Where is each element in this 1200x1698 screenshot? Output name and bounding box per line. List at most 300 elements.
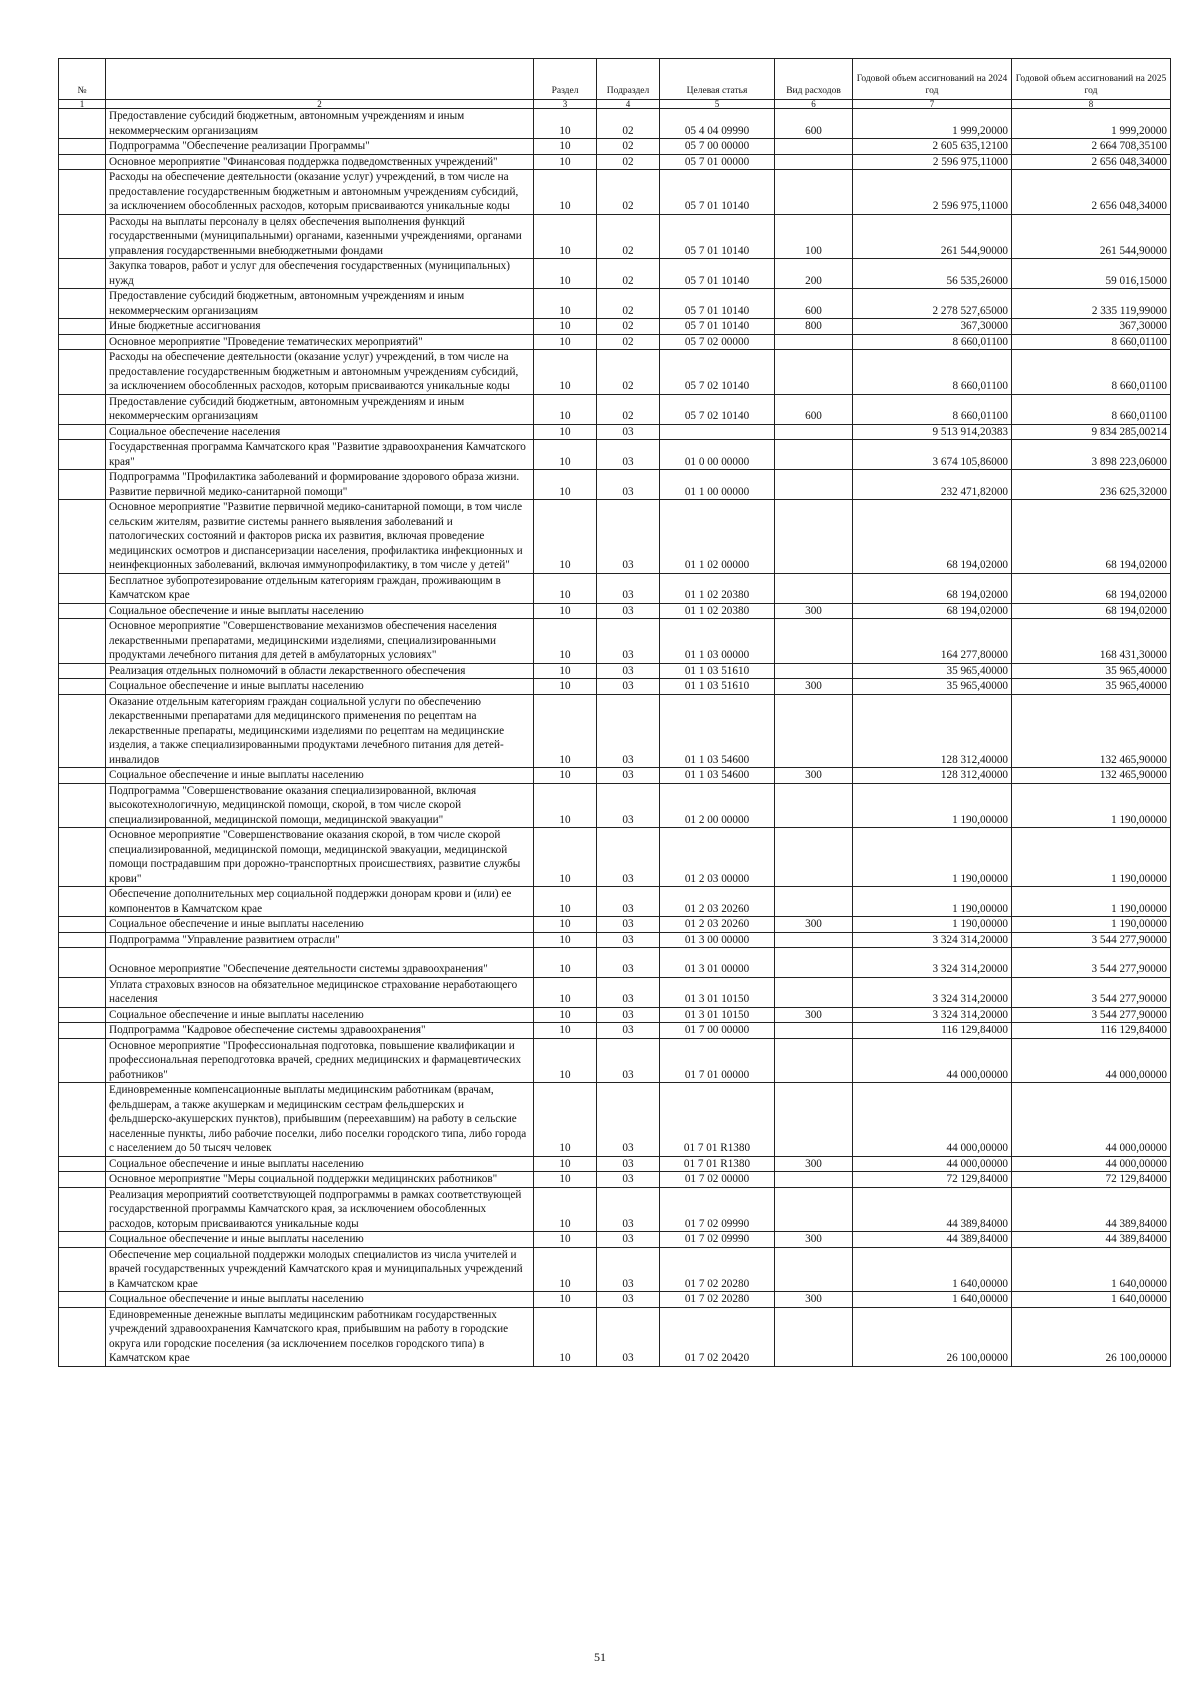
target-article-cell: 05 7 02 10140 [660,350,775,395]
amount-2024-cell: 1 190,00000 [853,828,1012,887]
subsection-cell: 02 [597,289,660,319]
section-cell: 10 [534,350,597,395]
section-cell: 10 [534,1083,597,1157]
amount-2025-cell: 367,30000 [1012,319,1171,335]
expense-type-cell [775,1187,853,1232]
table-row [59,932,1171,948]
amount-2024-cell: 1 190,00000 [853,887,1012,917]
expense-type-cell: 300 [775,917,853,933]
subsection-cell: 03 [597,1307,660,1366]
section-cell: 10 [534,917,597,933]
subsection-cell: 03 [597,470,660,500]
target-article-cell [660,424,775,440]
item-name-cell: Расходы на выплаты персоналу в целях обеспечения выполнения функций государственными (муниципальными) органами, казенными учреждениями, органами управления государственными внебюджетными фондами [106,214,534,259]
item-name-cell: Социальное обеспечение и иные выплаты населению [106,603,534,619]
subsection-cell: 03 [597,500,660,574]
expense-type-cell [775,619,853,664]
table-row [59,694,1171,768]
amount-2024-cell: 2 596 975,11000 [853,170,1012,215]
section-cell: 10 [534,1156,597,1172]
expense-type-cell: 300 [775,768,853,784]
item-name-cell: Основное мероприятие "Совершенствование оказания скорой, в том числе скорой специализированной, медицинской помощи, медицинской эвакуации, медицинской помощи пострадавшим при дорожно-транспортных происшествиях, развитие службы крови" [106,828,534,887]
expense-type-cell [775,1247,853,1292]
target-article-cell: 01 7 02 00000 [660,1172,775,1188]
row-number-cell [59,139,106,155]
column-index: 1 [59,100,106,109]
table-row [59,170,1171,215]
target-article-cell: 01 1 03 51610 [660,679,775,695]
expense-type-cell [775,887,853,917]
item-name-cell: Социальное обеспечение и иные выплаты населению [106,917,534,933]
item-name-cell: Социальное обеспечение и иные выплаты населению [106,1292,534,1308]
table-row [59,289,1171,319]
expense-type-cell [775,783,853,828]
table-row [59,1247,1171,1292]
target-article-cell: 05 7 02 00000 [660,334,775,350]
table-row [59,1156,1171,1172]
subsection-cell: 03 [597,440,660,470]
item-name-cell: Основное мероприятие "Обеспечение деятельности системы здравоохранения" [106,948,534,978]
item-name-cell: Основное мероприятие "Финансовая поддержка подведомственных учреждений" [106,154,534,170]
amount-2025-cell: 8 660,01100 [1012,394,1171,424]
amount-2025-cell: 1 999,20000 [1012,109,1171,139]
item-name-cell: Основное мероприятие "Совершенствование механизмов обеспечения населения лекарственными препаратами, медицинскими изделиями, специализированными продуктами лечебного питания для детей в амбулаторных условиях" [106,619,534,664]
section-cell: 10 [534,977,597,1007]
subsection-cell: 02 [597,154,660,170]
table-row [59,1007,1171,1023]
section-cell: 10 [534,470,597,500]
target-article-cell: 01 7 02 09990 [660,1232,775,1248]
column-index-row [59,100,1171,109]
table-row [59,319,1171,335]
item-name-cell: Единовременные денежные выплаты медицинским работникам государственных учреждений здравоохранения Камчатского края, прибывшим на работу в городские округа или городские поселения (за исключением поселков городского типа) в Камчатском крае [106,1307,534,1366]
section-cell: 10 [534,1023,597,1039]
col-number-header: № [59,59,106,100]
target-article-cell: 01 3 01 10150 [660,977,775,1007]
amount-2024-cell: 44 389,84000 [853,1187,1012,1232]
target-article-cell: 01 7 01 00000 [660,1038,775,1083]
item-name-cell: Оказание отдельным категориям граждан социальной услуги по обеспечению лекарственными препаратами для медицинского применения по рецептам на лекарственные препараты, медицинскими изделиями по рецептам на медицинские изделия, а также специализированными продуктами лечебного питания для детей-инвалидов [106,694,534,768]
item-name-cell: Основное мероприятие "Меры социальной поддержки медицинских работников" [106,1172,534,1188]
row-number-cell [59,619,106,664]
expense-type-cell: 300 [775,1156,853,1172]
target-article-cell: 01 7 00 00000 [660,1023,775,1039]
subsection-cell: 03 [597,603,660,619]
subsection-cell: 03 [597,619,660,664]
subsection-cell: 02 [597,394,660,424]
row-number-cell [59,350,106,395]
expense-type-cell: 100 [775,214,853,259]
target-article-cell: 01 1 03 54600 [660,694,775,768]
target-article-cell: 01 2 00 00000 [660,783,775,828]
amount-2025-cell: 44 389,84000 [1012,1232,1171,1248]
table-row [59,424,1171,440]
table-row [59,1038,1171,1083]
section-cell: 10 [534,214,597,259]
amount-2025-cell: 3 544 277,90000 [1012,977,1171,1007]
amount-2024-cell: 44 000,00000 [853,1156,1012,1172]
expense-type-cell [775,1172,853,1188]
amount-2024-cell: 68 194,02000 [853,500,1012,574]
item-name-cell: Расходы на обеспечение деятельности (оказание услуг) учреждений, в том числе на предоставление государственным бюджетным и автономным учреждениям субсидий, за исключением обособленных расходов, которым присваиваются уникальные коды [106,350,534,395]
amount-2025-cell: 44 000,00000 [1012,1038,1171,1083]
row-number-cell [59,170,106,215]
column-index: 3 [534,100,597,109]
expense-type-cell [775,1023,853,1039]
row-number-cell [59,500,106,574]
row-number-cell [59,887,106,917]
item-name-cell: Реализация мероприятий соответствующей подпрограммы в рамках соответствующей государственной программы Камчатского края, за исключением обособленных расходов, которым присваиваются уникальные коды [106,1187,534,1232]
row-number-cell [59,259,106,289]
row-number-cell [59,1232,106,1248]
section-cell: 10 [534,1292,597,1308]
col-section-header: Раздел [534,59,597,100]
section-cell: 10 [534,679,597,695]
row-number-cell [59,109,106,139]
section-cell: 10 [534,139,597,155]
item-name-cell: Расходы на обеспечение деятельности (оказание услуг) учреждений, в том числе на предоставление государственным бюджетным и автономным учреждениям субсидий, за исключением обособленных расходов, которым присваиваются уникальные коды [106,170,534,215]
item-name-cell: Подпрограмма "Управление развитием отрасли" [106,932,534,948]
amount-2025-cell: 261 544,90000 [1012,214,1171,259]
item-name-cell: Основное мероприятие "Развитие первичной медико-санитарной помощи, в том числе сельским жителям, развитие системы раннего выявления заболеваний и патологических состояний и факторов риска их развития, включая проведение медицинских осмотров и диспансеризации населения, профилактика инфекционных и неинфекционных заболеваний, включая иммунопрофилактику, в том числе у детей" [106,500,534,574]
subsection-cell: 03 [597,977,660,1007]
amount-2025-cell: 68 194,02000 [1012,603,1171,619]
amount-2025-cell: 1 190,00000 [1012,887,1171,917]
section-cell: 10 [534,603,597,619]
section-cell: 10 [534,948,597,978]
amount-2024-cell: 2 605 635,12100 [853,139,1012,155]
column-index: 4 [597,100,660,109]
table-row [59,109,1171,139]
row-number-cell [59,828,106,887]
row-number-cell [59,440,106,470]
table-row [59,154,1171,170]
table-row [59,783,1171,828]
section-cell: 10 [534,1247,597,1292]
amount-2025-cell: 9 834 285,00214 [1012,424,1171,440]
table-body [59,109,1171,1367]
expense-type-cell [775,424,853,440]
item-name-cell: Социальное обеспечение и иные выплаты населению [106,768,534,784]
target-article-cell: 05 7 01 10140 [660,170,775,215]
table-row [59,948,1171,978]
item-name-cell: Государственная программа Камчатского края "Развитие здравоохранения Камчатского края" [106,440,534,470]
expense-type-cell [775,500,853,574]
expense-type-cell [775,139,853,155]
item-name-cell: Социальное обеспечение и иные выплаты населению [106,1156,534,1172]
row-number-cell [59,334,106,350]
page-number: 51 [594,1650,606,1664]
expense-type-cell: 300 [775,1232,853,1248]
table-row [59,259,1171,289]
amount-2024-cell: 44 389,84000 [853,1232,1012,1248]
expense-type-cell [775,932,853,948]
row-number-cell [59,783,106,828]
amount-2025-cell: 1 190,00000 [1012,828,1171,887]
target-article-cell: 05 7 01 10140 [660,214,775,259]
section-cell: 10 [534,932,597,948]
target-article-cell: 01 3 01 10150 [660,1007,775,1023]
amount-2025-cell: 68 194,02000 [1012,500,1171,574]
amount-2024-cell: 164 277,80000 [853,619,1012,664]
column-index: 5 [660,100,775,109]
expense-type-cell [775,170,853,215]
amount-2025-cell: 35 965,40000 [1012,663,1171,679]
target-article-cell: 01 2 03 20260 [660,917,775,933]
subsection-cell: 02 [597,170,660,215]
amount-2024-cell: 2 596 975,11000 [853,154,1012,170]
column-index: 7 [853,100,1012,109]
row-number-cell [59,1038,106,1083]
budget-table [58,58,1171,1367]
amount-2024-cell: 8 660,01100 [853,394,1012,424]
table-row [59,1187,1171,1232]
amount-2024-cell: 367,30000 [853,319,1012,335]
row-number-cell [59,1247,106,1292]
subsection-cell: 03 [597,1083,660,1157]
table-row [59,887,1171,917]
item-name-cell: Основное мероприятие "Проведение тематических мероприятий" [106,334,534,350]
section-cell: 10 [534,694,597,768]
item-name-cell: Подпрограмма "Обеспечение реализации Программы" [106,139,534,155]
col-target-header: Целевая статья [660,59,775,100]
table-row [59,350,1171,395]
section-cell: 10 [534,259,597,289]
amount-2024-cell: 9 513 914,20383 [853,424,1012,440]
table-header-row [59,59,1171,100]
section-cell: 10 [534,573,597,603]
subsection-cell: 03 [597,573,660,603]
section-cell: 10 [534,289,597,319]
target-article-cell: 01 0 00 00000 [660,440,775,470]
target-article-cell: 01 7 02 20280 [660,1292,775,1308]
item-name-cell: Основное мероприятие "Профессиональная подготовка, повышение квалификации и профессиональная переподготовка врачей, средних медицинских и фармацевтических работников" [106,1038,534,1083]
target-article-cell: 05 7 01 00000 [660,154,775,170]
col-type-header: Вид расходов [775,59,853,100]
amount-2025-cell: 3 544 277,90000 [1012,1007,1171,1023]
amount-2024-cell: 1 999,20000 [853,109,1012,139]
expense-type-cell [775,334,853,350]
amount-2025-cell: 2 664 708,35100 [1012,139,1171,155]
row-number-cell [59,948,106,978]
amount-2025-cell: 68 194,02000 [1012,573,1171,603]
amount-2024-cell: 72 129,84000 [853,1172,1012,1188]
row-number-cell [59,1292,106,1308]
amount-2024-cell: 68 194,02000 [853,603,1012,619]
amount-2024-cell: 44 000,00000 [853,1038,1012,1083]
item-name-cell: Единовременные компенсационные выплаты медицинским работникам (врачам, фельдшерам, а также акушеркам и медицинским сестрам фельдшерских и фельдшерско-акушерских пунктов), прибывшим (переехавшим) на работу в сельские населенные пункты, либо рабочие поселки, либо поселки городского типа, либо города с населением до 50 тысяч человек [106,1083,534,1157]
row-number-cell [59,1083,106,1157]
amount-2025-cell: 2 656 048,34000 [1012,170,1171,215]
table-row [59,768,1171,784]
section-cell: 10 [534,663,597,679]
row-number-cell [59,319,106,335]
expense-type-cell [775,1038,853,1083]
section-cell: 10 [534,1307,597,1366]
subsection-cell: 03 [597,1172,660,1188]
target-article-cell: 01 1 00 00000 [660,470,775,500]
target-article-cell: 01 1 02 20380 [660,603,775,619]
amount-2025-cell: 2 335 119,99000 [1012,289,1171,319]
row-number-cell [59,932,106,948]
item-name-cell: Бесплатное зубопротезирование отдельным категориям граждан, проживающим в Камчатском крае [106,573,534,603]
table-row [59,977,1171,1007]
item-name-cell: Социальное обеспечение и иные выплаты населению [106,1007,534,1023]
target-article-cell: 05 7 00 00000 [660,139,775,155]
row-number-cell [59,470,106,500]
row-number-cell [59,679,106,695]
amount-2024-cell: 128 312,40000 [853,694,1012,768]
amount-2024-cell: 26 100,00000 [853,1307,1012,1366]
subsection-cell: 03 [597,932,660,948]
amount-2024-cell: 1 640,00000 [853,1247,1012,1292]
item-name-cell: Социальное обеспечение и иные выплаты населению [106,1232,534,1248]
table-row [59,828,1171,887]
amount-2025-cell: 2 656 048,34000 [1012,154,1171,170]
table-row [59,619,1171,664]
table-row [59,663,1171,679]
target-article-cell: 05 7 01 10140 [660,319,775,335]
amount-2024-cell: 56 535,26000 [853,259,1012,289]
subsection-cell: 03 [597,663,660,679]
target-article-cell: 01 3 00 00000 [660,932,775,948]
table-row [59,440,1171,470]
item-name-cell: Предоставление субсидий бюджетным, автономным учреждениям и иным некоммерческим организациям [106,109,534,139]
amount-2024-cell: 1 190,00000 [853,783,1012,828]
table-row [59,1292,1171,1308]
amount-2024-cell: 3 674 105,86000 [853,440,1012,470]
row-number-cell [59,394,106,424]
row-number-cell [59,573,106,603]
table-row [59,1232,1171,1248]
section-cell: 10 [534,424,597,440]
amount-2025-cell: 236 625,32000 [1012,470,1171,500]
table-row [59,214,1171,259]
target-article-cell: 01 7 02 20280 [660,1247,775,1292]
amount-2025-cell: 72 129,84000 [1012,1172,1171,1188]
table-row [59,1023,1171,1039]
item-name-cell: Подпрограмма "Профилактика заболеваний и формирование здорового образа жизни. Развитие первичной медико-санитарной помощи" [106,470,534,500]
section-cell: 10 [534,440,597,470]
amount-2024-cell: 44 000,00000 [853,1083,1012,1157]
expense-type-cell: 600 [775,394,853,424]
target-article-cell: 01 7 02 09990 [660,1187,775,1232]
amount-2025-cell: 44 000,00000 [1012,1156,1171,1172]
amount-2025-cell: 3 898 223,06000 [1012,440,1171,470]
amount-2025-cell: 44 389,84000 [1012,1187,1171,1232]
amount-2024-cell: 3 324 314,20000 [853,948,1012,978]
item-name-cell: Подпрограмма "Совершенствование оказания специализированной, включая высокотехнологичную, медицинской помощи, скорой, в том числе скорой специализированной, медицинской помощи, медицинской эвакуации" [106,783,534,828]
table-row [59,917,1171,933]
subsection-cell: 03 [597,917,660,933]
amount-2024-cell: 3 324 314,20000 [853,932,1012,948]
amount-2024-cell: 3 324 314,20000 [853,977,1012,1007]
table-row [59,1172,1171,1188]
item-name-cell: Уплата страховых взносов на обязательное медицинское страхование неработающего населения [106,977,534,1007]
expense-type-cell: 300 [775,1292,853,1308]
item-name-cell: Предоставление субсидий бюджетным, автономным учреждениям и иным некоммерческим организациям [106,289,534,319]
section-cell: 10 [534,109,597,139]
amount-2024-cell: 232 471,82000 [853,470,1012,500]
row-number-cell [59,977,106,1007]
target-article-cell: 01 1 03 00000 [660,619,775,664]
table-row [59,603,1171,619]
subsection-cell: 02 [597,319,660,335]
row-number-cell [59,917,106,933]
item-name-cell: Предоставление субсидий бюджетным, автономным учреждениям и иным некоммерческим организациям [106,394,534,424]
section-cell: 10 [534,768,597,784]
section-cell: 10 [534,1232,597,1248]
subsection-cell: 02 [597,214,660,259]
amount-2025-cell: 116 129,84000 [1012,1023,1171,1039]
amount-2024-cell: 68 194,02000 [853,573,1012,603]
expense-type-cell [775,948,853,978]
section-cell: 10 [534,619,597,664]
row-number-cell [59,214,106,259]
row-number-cell [59,603,106,619]
subsection-cell: 03 [597,768,660,784]
item-name-cell: Подпрограмма "Кадровое обеспечение системы здравоохранения" [106,1023,534,1039]
expense-type-cell [775,1083,853,1157]
target-article-cell: 01 3 01 00000 [660,948,775,978]
subsection-cell: 03 [597,1038,660,1083]
expense-type-cell: 300 [775,603,853,619]
column-index: 2 [106,100,534,109]
row-number-cell [59,1023,106,1039]
item-name-cell: Обеспечение мер социальной поддержки молодых специалистов из числа учителей и врачей государственных учреждений Камчатского края и муниципальных учреждений в Камчатском крае [106,1247,534,1292]
section-cell: 10 [534,783,597,828]
target-article-cell: 01 7 01 R1380 [660,1083,775,1157]
amount-2025-cell: 35 965,40000 [1012,679,1171,695]
item-name-cell: Реализация отдельных полномочий в области лекарственного обеспечения [106,663,534,679]
section-cell: 10 [534,1007,597,1023]
amount-2024-cell: 116 129,84000 [853,1023,1012,1039]
expense-type-cell [775,440,853,470]
expense-type-cell [775,977,853,1007]
subsection-cell: 02 [597,139,660,155]
row-number-cell [59,154,106,170]
target-article-cell: 01 1 02 20380 [660,573,775,603]
target-article-cell: 01 1 02 00000 [660,500,775,574]
expense-type-cell [775,573,853,603]
subsection-cell: 03 [597,1007,660,1023]
target-article-cell: 01 1 03 51610 [660,663,775,679]
amount-2024-cell: 1 640,00000 [853,1292,1012,1308]
target-article-cell: 05 7 01 10140 [660,259,775,289]
expense-type-cell: 200 [775,259,853,289]
target-article-cell: 01 7 01 R1380 [660,1156,775,1172]
row-number-cell [59,289,106,319]
target-article-cell: 01 7 02 20420 [660,1307,775,1366]
subsection-cell: 03 [597,1232,660,1248]
section-cell: 10 [534,500,597,574]
amount-2025-cell: 1 190,00000 [1012,783,1171,828]
row-number-cell [59,768,106,784]
expense-type-cell: 600 [775,109,853,139]
section-cell: 10 [534,170,597,215]
col-subsection-header: Подраздел [597,59,660,100]
section-cell: 10 [534,887,597,917]
column-index: 8 [1012,100,1171,109]
amount-2025-cell: 8 660,01100 [1012,350,1171,395]
row-number-cell [59,1007,106,1023]
col-2025-header: Годовой объем ассигнований на 2025 год [1012,59,1171,100]
item-name-cell: Закупка товаров, работ и услуг для обеспечения государственных (муниципальных) нужд [106,259,534,289]
target-article-cell: 05 4 04 09990 [660,109,775,139]
amount-2024-cell: 128 312,40000 [853,768,1012,784]
amount-2025-cell: 26 100,00000 [1012,1307,1171,1366]
expense-type-cell [775,663,853,679]
